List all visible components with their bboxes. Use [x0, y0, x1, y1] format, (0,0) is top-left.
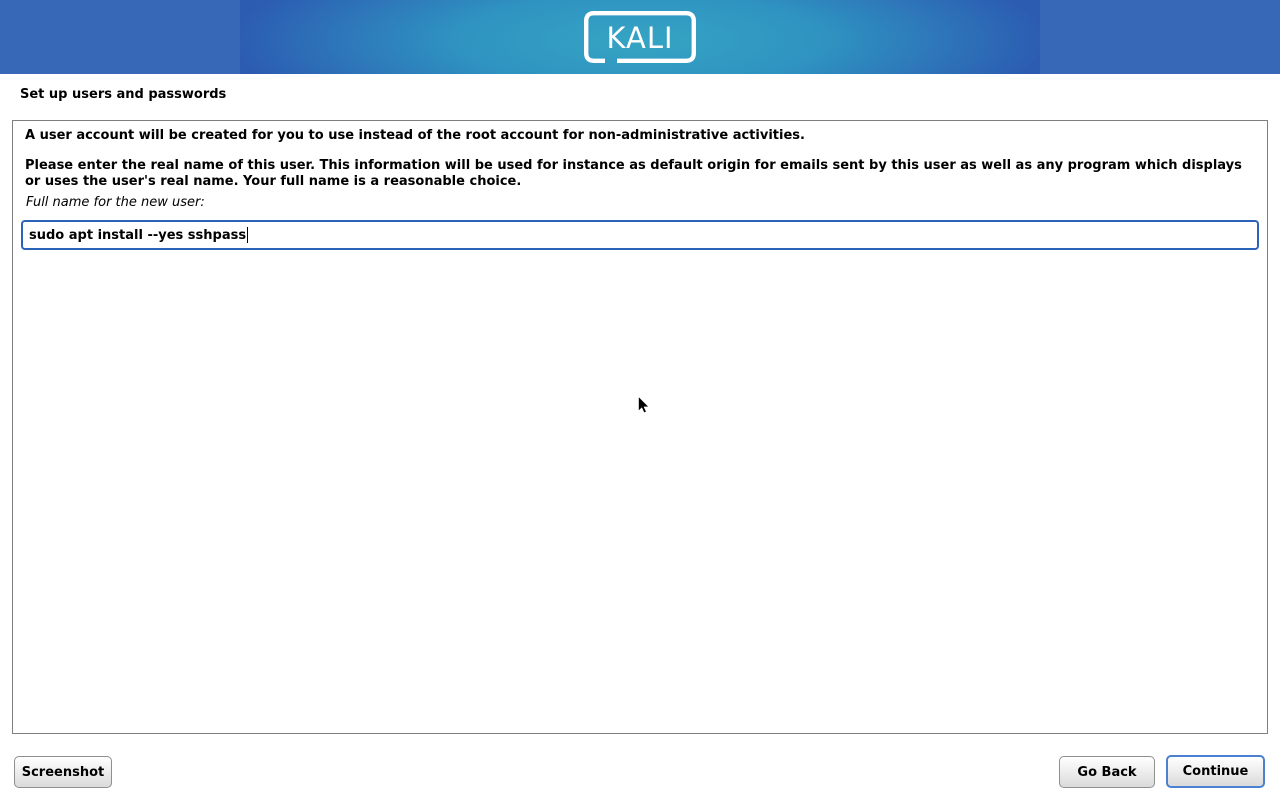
full-name-input[interactable] — [21, 220, 1259, 250]
full-name-input-value: sudo apt install --yes sshpass — [29, 227, 247, 243]
page-title: Set up users and passwords — [20, 87, 227, 102]
continue-button[interactable]: Continue — [1166, 755, 1265, 788]
go-back-button[interactable]: Go Back — [1059, 756, 1155, 788]
screenshot-button[interactable]: Screenshot — [14, 756, 112, 788]
intro-text: A user account will be created for you to use instead of the root account for non-administrative activities. — [25, 128, 805, 143]
banner — [0, 0, 1280, 74]
kali-logo-text: KALI — [606, 20, 674, 55]
kali-logo-icon — [584, 11, 696, 63]
full-name-label: Full name for the new user: — [26, 195, 205, 210]
content-frame — [12, 120, 1268, 734]
text-caret — [247, 227, 248, 243]
description-text: Please enter the real name of this user. This information will be used for instance as default origin for emails sent by this user as well as any program which displays or uses the user's real name. Your full name is a reasonable choice. — [25, 158, 1242, 189]
